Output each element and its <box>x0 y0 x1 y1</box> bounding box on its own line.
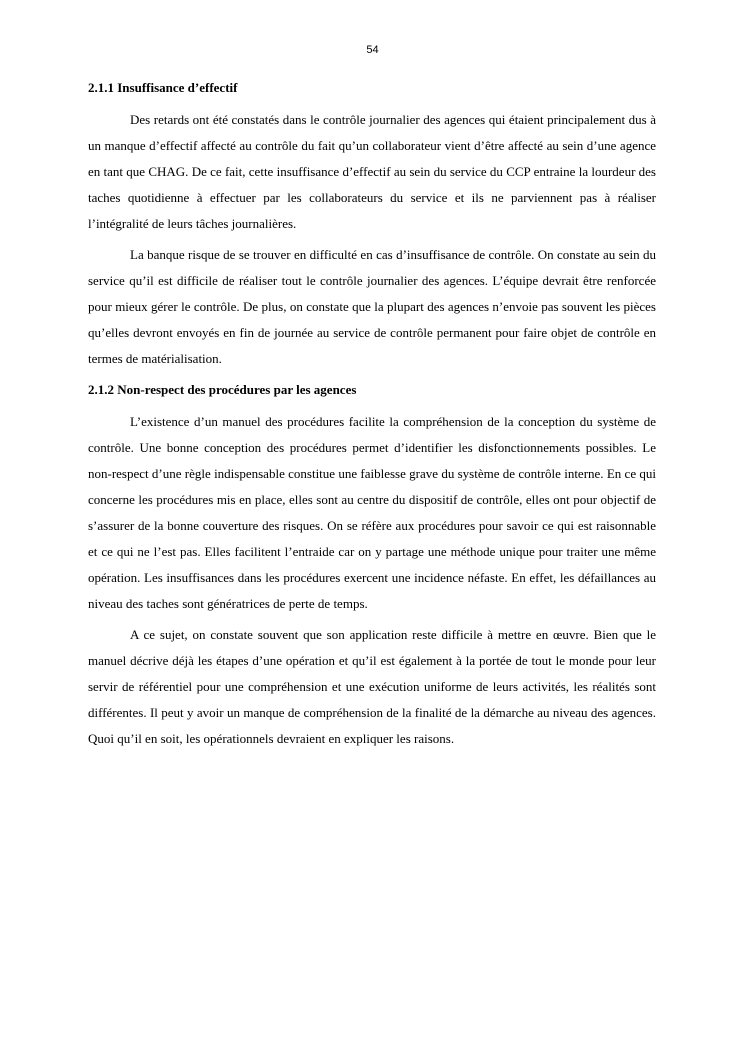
paragraph: Des retards ont été constatés dans le contrôle journalier des agences qui étaient principalement dus à un manque d’effectif affecté au contrôle du fait qu’un collaborateur vient d’être affecté au sein d’une agence en tant que CHAG. De ce fait, cette insuffisance d’effectif au sein du service du CCP entraine la lourdeur des taches quotidienne à effectuer par les collaborateurs du service et ils ne parviennent pas à réaliser l’intégralité de leurs tâches journalières. <box>88 112 656 231</box>
page-number: 54 <box>366 44 379 56</box>
page-content <box>88 78 656 757</box>
section-heading-2-1-1: 2.1.1 Insuffisance d’effectif <box>88 80 238 95</box>
paragraph: L’existence d’un manuel des procédures facilite la compréhension de la conception du système de contrôle. Une bonne conception des procédures permet d’identifier les disfonctionnements possibles. Le non-respect d’une règle indispensable constitue une faiblesse grave du système de contrôle interne. En ce qui concerne les procédures mis en place, elles sont au centre du dispositif de contrôle, elles ont pour objectif de s’assurer de la bonne couverture des risques. On se réfère aux procédures pour savoir ce qui est raisonnable et ce qui ne l’est pas. Elles facilitent l’entraide car on y partage une méthode unique pour traiter une même opération. Les insuffisances dans les procédures exercent une incidence néfaste. En effet, les défaillances au niveau des taches sont génératrices de perte de temps. <box>88 414 656 611</box>
paragraph: A ce sujet, on constate souvent que son application reste difficile à mettre en œuvre. Bien que le manuel décrive déjà les étapes d’une opération et qu’il est également à la portée de tout le monde pour leur servir de référentiel pour une compréhension et une exécution uniforme de leurs activités, les réalités sont différentes. Il peut y avoir un manque de compréhension de la finalité de la démarche au niveau des agences. Quoi qu’il en soit, les opérationnels devraient en expliquer les raisons. <box>88 627 656 746</box>
section-heading-2-1-2: 2.1.2 Non-respect des procédures par les agences <box>88 382 357 397</box>
paragraph: La banque risque de se trouver en difficulté en cas d’insuffisance de contrôle. On constate au sein du service qu’il est difficile de réaliser tout le contrôle journalier des agences. L’équipe devrait être renforcée pour mieux gérer le contrôle. De plus, on constate que la plupart des agences n’envoie pas souvent les pièces qu’elles devront envoyés en fin de journée au service de contrôle permanent pour faire objet de contrôle en termes de matérialisation. <box>88 247 656 366</box>
